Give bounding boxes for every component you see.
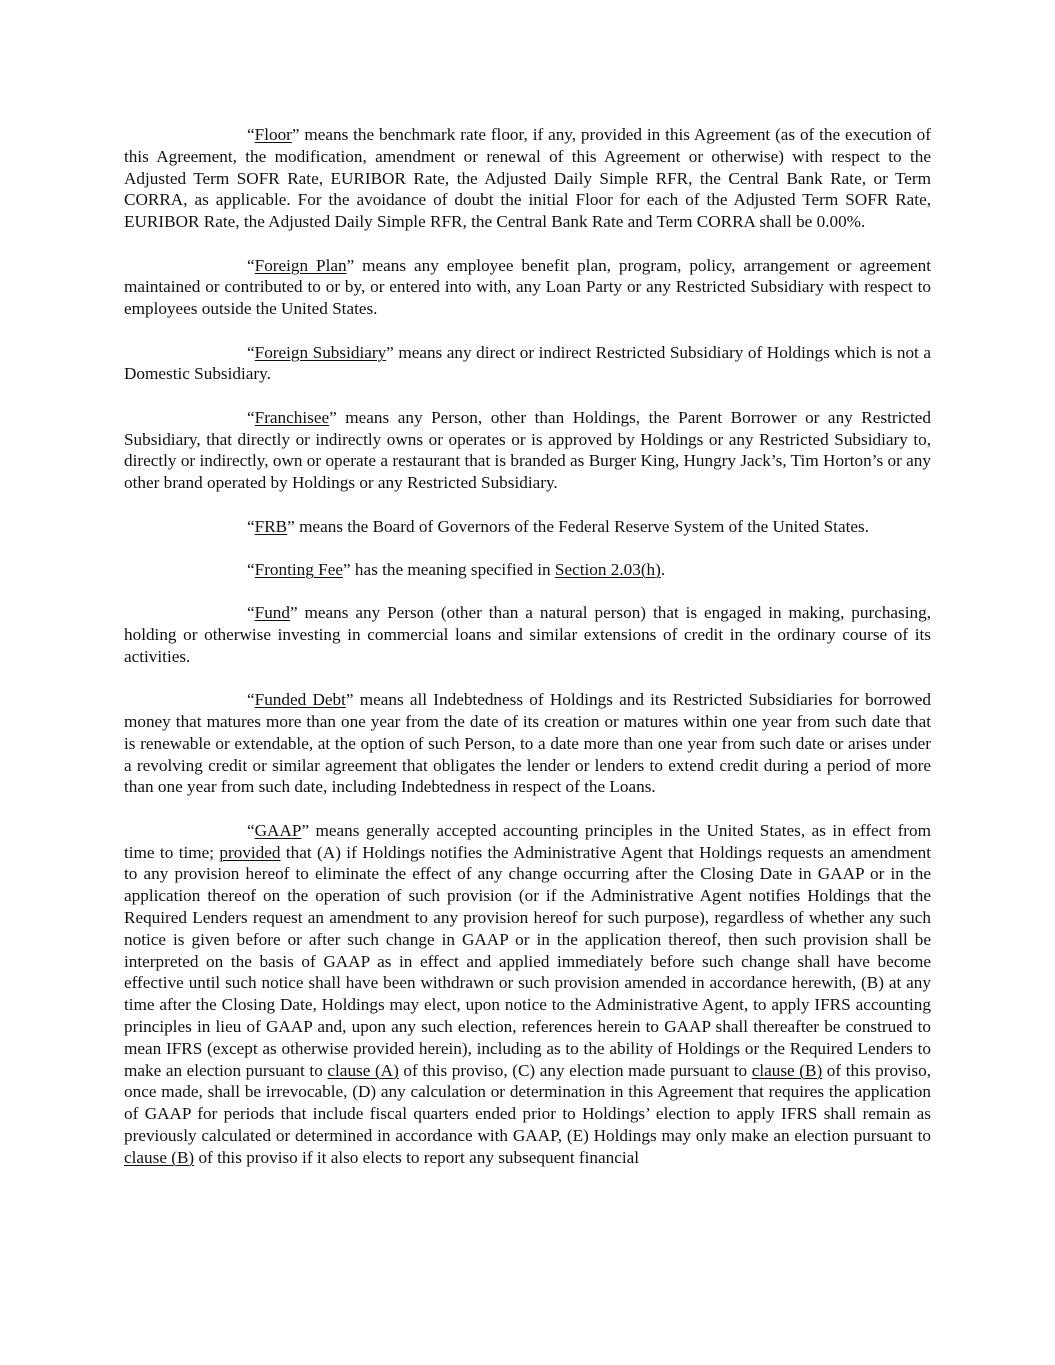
definition-text: “ xyxy=(247,690,255,710)
definition-text: of this proviso, (C) any election made pursuant to xyxy=(398,1060,752,1080)
definition-text: ” means any direct or indirect Restricted Subsidiary of Holdings which is not a Domestic Subsidiary. xyxy=(124,342,931,384)
underlined-term: Foreign Subsidiary xyxy=(254,342,387,362)
definition-text: ” means any Person, other than Holdings, the Parent Borrower or any Restricted Subsidiary, that directly or indirectly owns or operates or is approved by Holdings or any Restricted Subsidiary to, directly or indirectly, own or operate a restaurant that is branded as Burger King, Hungry Jack’s, Tim Horton’s or any other brand operated by Holdings or any Restricted Subsidiary. xyxy=(124,407,931,493)
underlined-term: Franchisee xyxy=(254,407,330,427)
document-page xyxy=(124,124,931,1190)
definition-text: “ xyxy=(247,125,255,144)
definition-text: “ xyxy=(247,516,255,536)
definition-text: ” means any employee benefit plan, program, policy, arrangement or agreement maintained or contributed to or by, or entered into with, any Loan Party or any Restricted Subsidiary with respect to employees outside the United States. xyxy=(124,255,931,319)
underlined-term: clause (B) xyxy=(751,1060,823,1080)
definition-text: ” means all Indebtedness of Holdings and its Restricted Subsidiaries for borrowed money that matures more than one year from the date of its creation or matures within one year from such date that is renewable or extendable, at the option of such Person, to a date more than one year from such date or arises under a revolving credit or similar agreement that obligates the lender or lenders to extend credit during a period of more than one year from such date, including Indebtedness in respect of the Loans. xyxy=(124,690,931,797)
underlined-term: Foreign Plan xyxy=(254,255,347,275)
definition-text: ” means the benchmark rate floor, if any, provided in this Agreement (as of the execution of this Agreement, the modification, amendment or renewal of this Agreement or otherwise) with respect to the Adjusted Term SOFR Rate, EURIBOR Rate, the Adjusted Daily Simple RFR, the Central Bank Rate, or Term CORRA, as applicable. For the avoidance of doubt the initial Floor for each of the Adjusted Term SOFR Rate, EURIBOR Rate, the Adjusted Daily Simple RFR, the Central Bank Rate and Term CORRA shall be 0.00%. xyxy=(124,125,931,232)
definition-floor xyxy=(124,124,931,233)
definition-text: that (A) if Holdings notifies the Administrative Agent that Holdings requests an amendment to any provision hereof to eliminate the effect of any change occurring after the Closing Date in GAAP or in the application thereof on the operation of such provision (or if the Administrative Agent notifies Holdings that the Required Lenders request an amendment to any provision hereof for such purpose), regardless of whether any such notice is given before or after such change in GAAP or in the application thereof, then such provision shall be interpreted on the basis of GAAP as in effect and applied immediately before such change shall have become effective until such notice shall have been withdrawn or such provision amended in accordance herewith, (B) at any time after the Closing Date, Holdings may elect, upon notice to the Administrative Agent, to apply IFRS accounting principles in lieu of GAAP and, upon any such election, references herein to GAAP shall thereafter be construed to mean IFRS (except as otherwise provided herein), including as to the ability of Holdings or the Required Lenders to make an election pursuant to xyxy=(124,842,931,1080)
definition-text: “ xyxy=(247,342,255,362)
underlined-term: clause (B) xyxy=(124,1147,195,1167)
definition-text: of this proviso if it also elects to report any subsequent financial xyxy=(194,1147,640,1167)
definition-text: ” has the meaning specified in xyxy=(342,559,555,579)
definition-text: “ xyxy=(247,559,255,579)
underlined-term: Fronting Fee xyxy=(254,559,343,579)
definition-text: “ xyxy=(247,407,255,427)
definition-text: ” means the Board of Governors of the Federal Reserve System of the United States. xyxy=(287,516,869,536)
underlined-term: Floor xyxy=(254,125,292,144)
underlined-term: GAAP xyxy=(254,820,302,840)
definition-fund xyxy=(124,602,931,667)
underlined-term: provided xyxy=(219,842,281,862)
definition-text: “ xyxy=(247,820,255,840)
definition-franchisee xyxy=(124,407,931,494)
definition-text: of this proviso, once made, shall be irrevocable, (D) any calculation or determination in this Agreement that requires the application of GAAP for periods that include fiscal quarters ended prior to Holdings’ election to apply IFRS shall remain as previously calculated or determined in accordance with GAAP, (E) Holdings may only make an election pursuant to xyxy=(124,1060,932,1146)
definition-text: “ xyxy=(247,603,255,623)
definition-gaap xyxy=(124,820,931,1169)
definition-fronting-fee xyxy=(124,559,931,581)
underlined-term: Fund xyxy=(254,603,290,623)
definition-text: . xyxy=(660,559,666,579)
definition-foreign-subsidiary xyxy=(124,342,931,386)
definition-text: ” means any Person (other than a natural person) that is engaged in making, purchasing, holding or otherwise investing in commercial loans and similar extensions of credit in the ordinary course of its activities. xyxy=(124,603,931,666)
definition-text: “ xyxy=(247,255,255,275)
underlined-term: clause (A) xyxy=(327,1060,399,1080)
underlined-term: Section 2.03(h) xyxy=(554,559,661,579)
underlined-term: FRB xyxy=(254,516,288,536)
definition-text: ” means generally accepted accounting principles in the United States, as in effect from time to time; xyxy=(124,820,931,862)
definition-funded-debt xyxy=(124,689,931,798)
definition-foreign-plan xyxy=(124,255,931,320)
underlined-term: Funded Debt xyxy=(254,690,346,710)
definition-frb xyxy=(124,516,931,538)
